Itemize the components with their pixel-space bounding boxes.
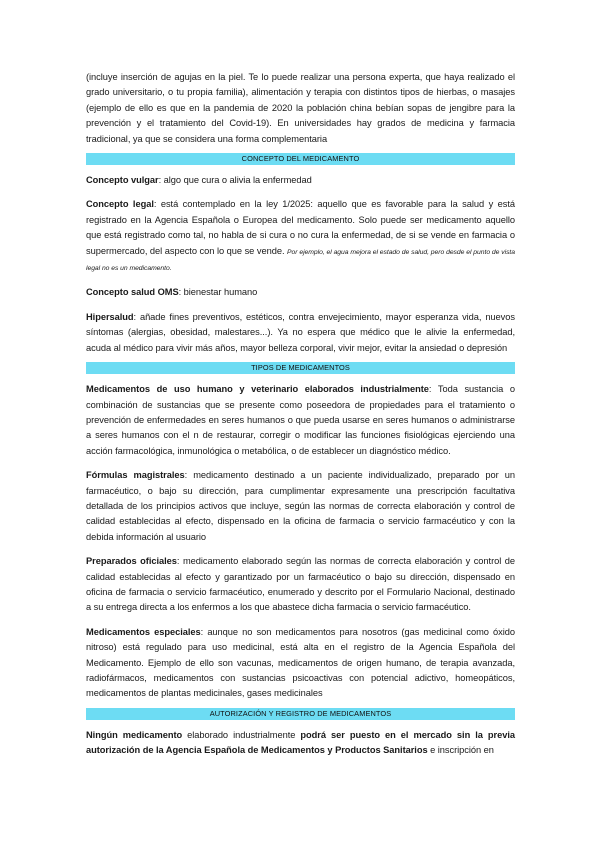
text-uso-humano: : Toda sustancia o combinación de sustancias que se presente como poseedora de propiedades para el tratamiento o prevención de enfermedades en seres humanos o que pueda usarse en seres humanos o administrarse a seres humanos con el n de restaurar, corregir o modificar las funciones fisiológicas ejerciendo una acción farmacológica, inmunológica o metabólica, o de establecer un diagnóstico médico.: [86, 384, 516, 456]
text-concepto-legal: : está contemplado en la ley 1/2025: aquello que es favorable para la salud y está registrado en la Agencia Española o Europea del medicamento. Solo puede ser medicamento aquello que está registrado como tal, no habla de si cura o no cura la enfermedad, de si se vende en farmacia o supermercado, del aspecto con lo que se vende.: [86, 199, 515, 256]
paragraph-concepto-oms: [86, 285, 515, 300]
page-content: [86, 70, 515, 759]
section-heading-tipos: TIPOS DE MEDICAMENTOS: [86, 362, 515, 374]
autorizacion-text-1: elaborado industrialmente: [182, 729, 301, 740]
autorizacion-text-2: e inscripción en: [427, 745, 494, 756]
paragraph-concepto-legal: [86, 197, 515, 276]
term-concepto-oms: Concepto salud OMS: [86, 287, 179, 298]
paragraph-medicamentos-especiales: [86, 625, 515, 702]
paragraph-preparados-oficiales: [86, 554, 515, 616]
note-concepto-legal: Por ejemplo, el agua mejora el estado de salud, pero desde el punto de vista legal no es un medicamento.: [86, 248, 515, 273]
section-heading-autorizacion: AUTORIZACIÓN Y REGISTRO DE MEDICAMENTOS: [86, 708, 515, 720]
text-hipersalud: : añade fines preventivos, estéticos, contra envejecimiento, mayor esperanza vida, nuevos síntomas (alergias, obesidad, malestares...). Ya no espera que médico que le alivie la enfermedad, acuda al médico para vivir más años, mayor belleza corporal, vivir mejor, evitar la ansiedad o depresión: [86, 311, 515, 353]
paragraph-hipersalud: [86, 310, 515, 356]
term-concepto-legal: Concepto legal: [86, 199, 154, 210]
paragraph-autorizacion: [86, 728, 515, 759]
text-formulas-magistrales: : medicamento destinado a un paciente individualizado, preparado por un farmacéutico, o bajo su dirección, para cumplimentar expresamente una prescripción facultativa detallada de los principios activos que incluye, según las normas de correcta elaboración y control de calidad establecidas al efecto, dispensado en la oficina de farmacia o servicio farmacéutico y con la debida información al usuario: [86, 470, 515, 542]
paragraph-formulas-magistrales: [86, 468, 515, 545]
text-concepto-oms: : bienestar humano: [178, 287, 258, 298]
term-medicamentos-especiales: Medicamentos especiales: [86, 626, 201, 637]
term-uso-humano: Medicamentos de uso humano y veterinario elaborados industrialmente: [86, 384, 429, 395]
term-preparados-oficiales: Preparados oficiales: [86, 556, 177, 567]
text-concepto-vulgar: : algo que cura o alivia la enfermedad: [158, 175, 312, 186]
term-concepto-vulgar: Concepto vulgar: [86, 175, 159, 186]
term-hipersalud: Hipersalud: [86, 311, 134, 322]
paragraph-uso-humano: [86, 382, 515, 459]
text-preparados-oficiales: : medicamento elaborado según las normas de correcta elaboración y control de calidad establecidas al efecto y garantizado por un farmacéutico o bajo su dirección, dispensado en oficina de farmacia o servicio farmacéutico, enumerado y descrito por el Formulario Nacional, destinado a su entrega directa a los enfermos a los que abastece dicha farmacia o servicio farmacéutico.: [86, 556, 515, 613]
term-formulas-magistrales: Fórmulas magistrales: [86, 470, 185, 481]
autorizacion-bold-1: Ningún medicamento: [86, 729, 183, 740]
paragraph-concepto-vulgar: [86, 173, 515, 188]
autorizacion-bold-2: podrá ser puesto en el mercado sin la previa autorización de la Agencia Española de Medicamentos y Productos Sanitarios: [86, 729, 515, 756]
text-medicamentos-especiales: : aunque no son medicamentos para nosotros (gas medicinal como óxido nitroso) está regulado para uso medicinal, está alta en el registro de la Agencia Española del Medicamento. Ejemplo de ello son vacunas, medicamentos de origen humano, de terapia avanzada, radiofármacos, medicamentos con sustancias psicoactivas con potencial adictivo, homeopáticos, medicamentos de plantas medicinales, gases medicinales: [86, 626, 515, 699]
section-heading-concepto: CONCEPTO DEL MEDICAMENTO: [86, 153, 515, 165]
intro-paragraph: (incluye inserción de agujas en la piel. Te lo puede realizar una persona experta, que haya realizado el grado universitario, o tu propia familia), alimentación y terapia con distintos tipos de hierbas, o masajes (ejemplo de ello es que en la pandemia de 2020 la población china bebían sopas de jengibre para la prevención y el tratamiento del Covid-19). En universidades hay grados de medicina y farmacia tradicional, ya que se considera una forma complementaria: [86, 72, 515, 144]
